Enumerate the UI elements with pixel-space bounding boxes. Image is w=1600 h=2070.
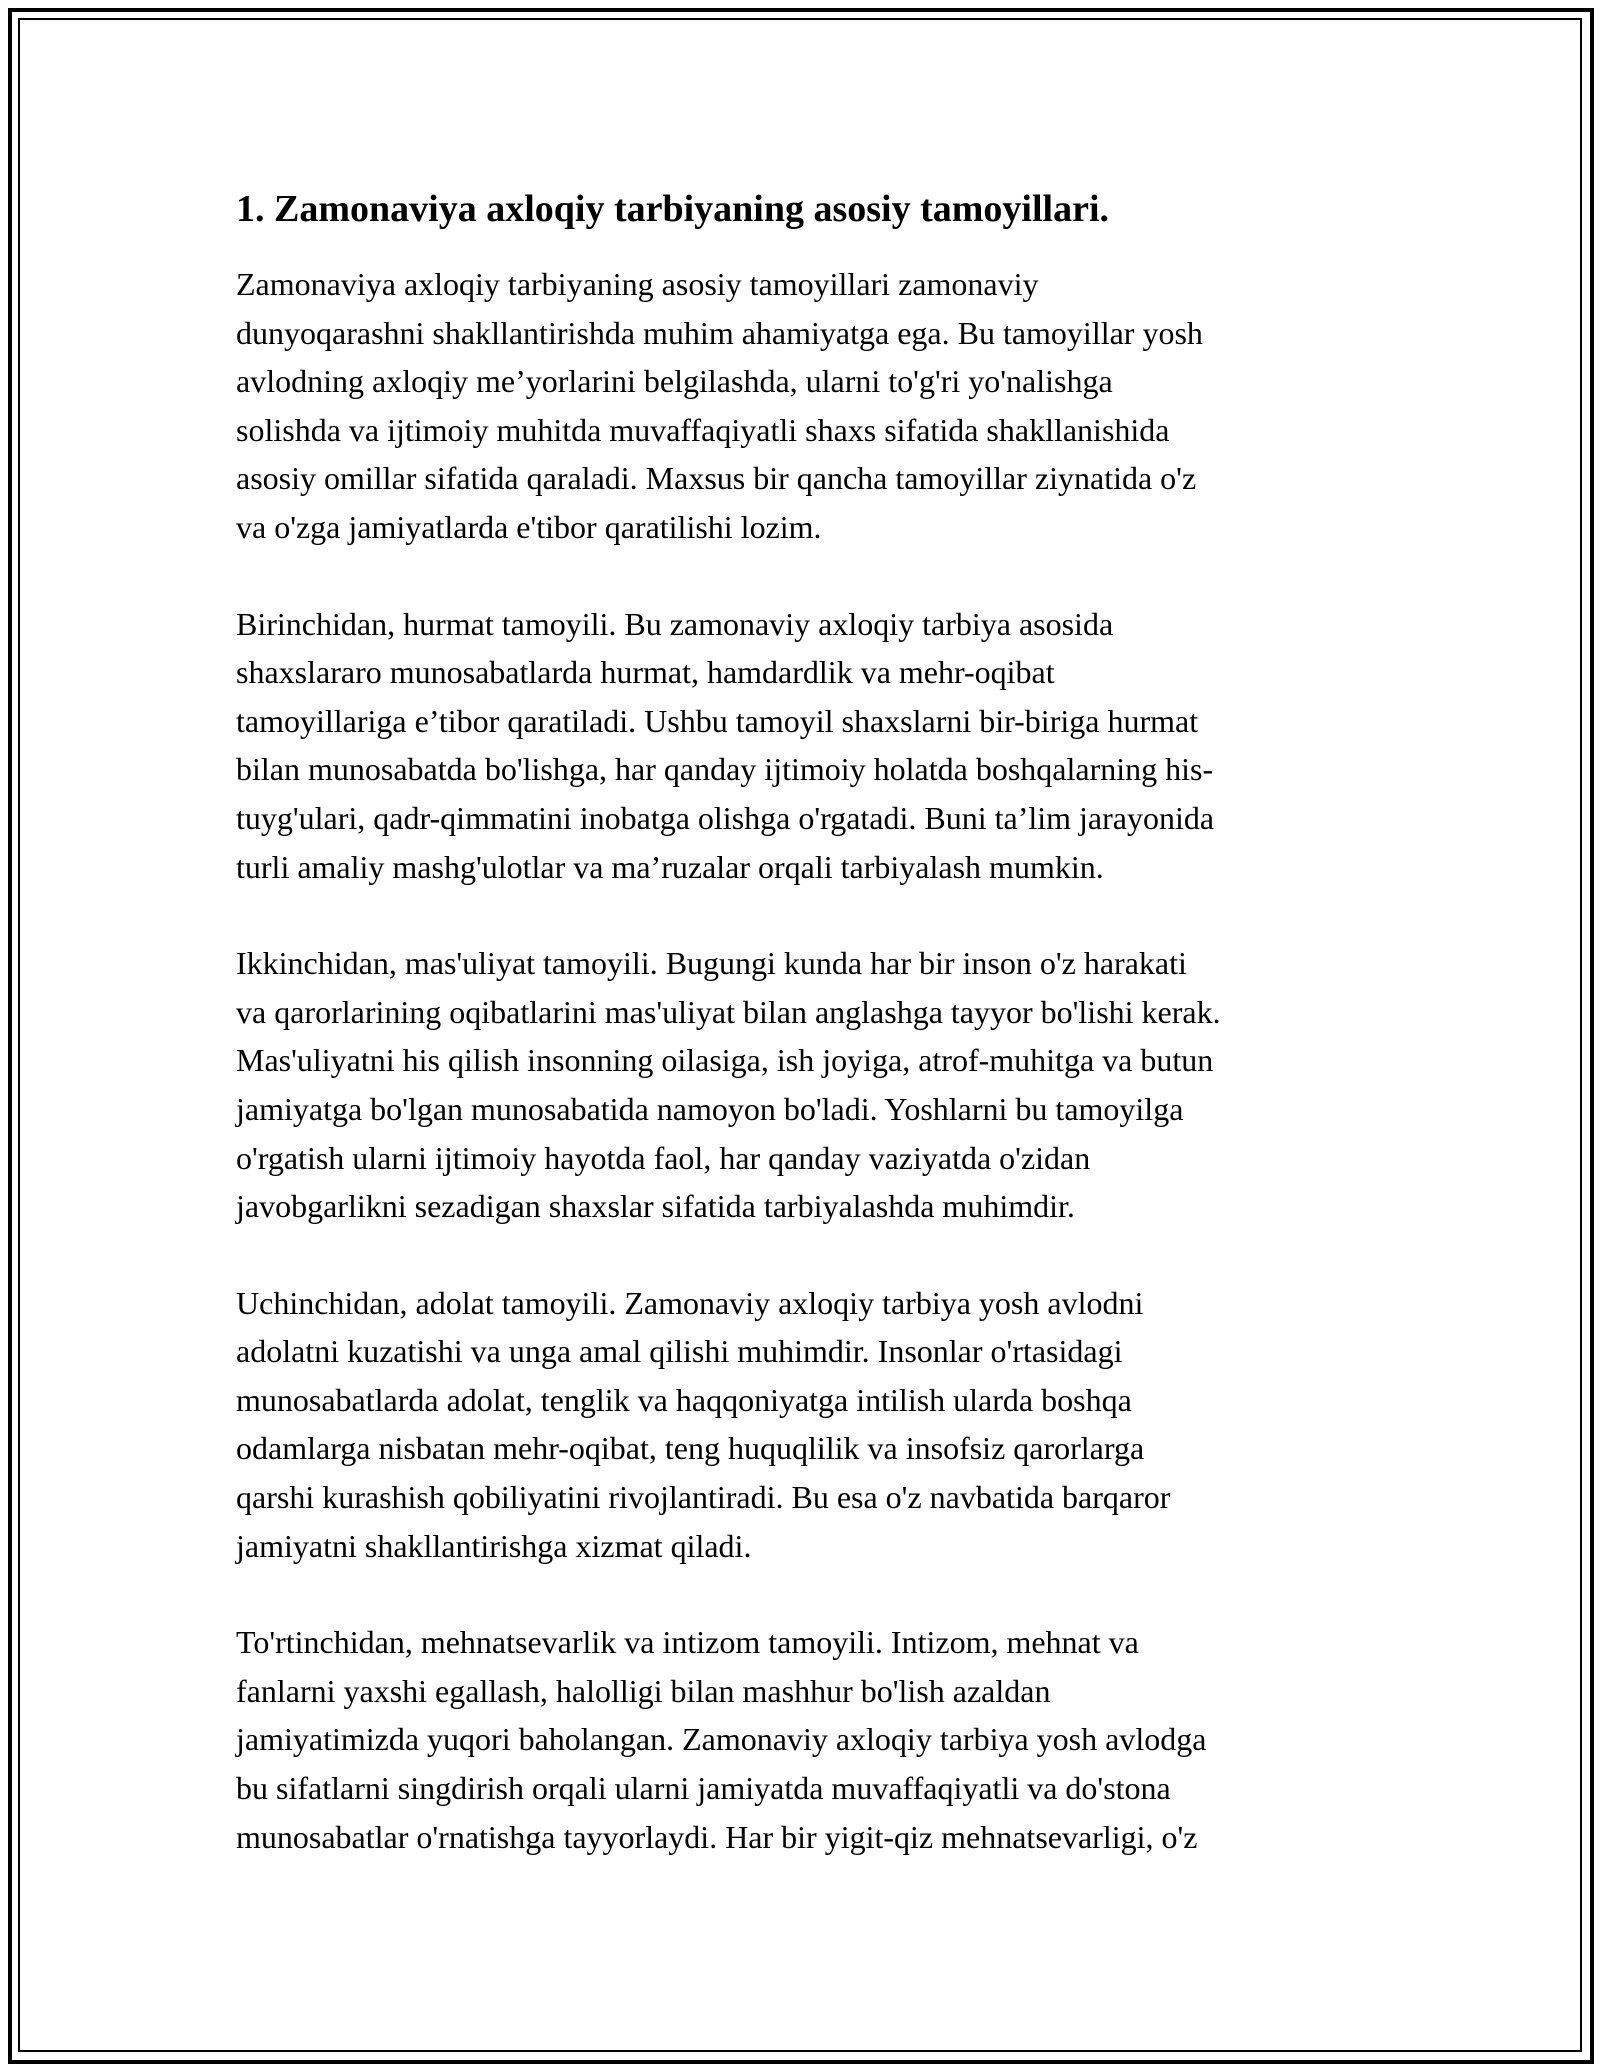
text-line: va qarorlarining oqibatlarini mas'uliyat bilan anglashga tayyor bo'lishi kerak. [236,993,1221,1030]
text-line: Zamonaviya axloqiy tarbiyaning asosiy tamoyillari zamonaviy [236,266,1039,302]
text-line: munosabatlar o'rnatishga tayyorlaydi. Har bir yigit-qiz mehnatsevarligi, o'z [236,1818,1198,1855]
text-line: solishda va ijtimoiy muhitda muvaffaqiyatli shaxs sifatida shakllanishida [236,411,1170,448]
text-line: qarshi kurashish qobiliyatini rivojlantiradi. Bu esa o'z navbatida barqaror [236,1479,1171,1516]
text-line: adolatni kuzatishi va unga amal qilishi muhimdir. Insonlar o'rtasidagi [236,1333,1123,1370]
text-line: jamiyatimizda yuqori baholangan. Zamonaviy axloqiy tarbiya yosh avlodga [236,1721,1207,1758]
text-line: bilan munosabatda bo'lishga, har qanday ijtimoiy holatda boshqalarning his- [236,751,1214,788]
text-line: bu sifatlarni singdirish orqali ularni jamiyatda muvaffaqiyatli va do'stona [236,1770,1171,1807]
text-line: munosabatlarda adolat, tenglik va haqqoniyatga intilish ularda boshqa [236,1381,1132,1418]
paragraph-responsibility [236,939,1406,1231]
text-line: To'rtinchidan, mehnatsevarlik va intizom tamoyili. Intizom, mehnat va [236,1624,1139,1661]
text-line: Birinchidan, hurmat tamoyili. Bu zamonaviy axloqiy tarbiya asosida [236,605,1114,642]
paragraph-justice [236,1279,1406,1571]
paragraph-respect [236,600,1406,892]
text-line: Uchinchidan, adolat tamoyili. Zamonaviy axloqiy tarbiya yosh avlodni [236,1284,1144,1321]
text-line: shaxslararo munosabatlarda hurmat, hamdardlik va mehr-oqibat [236,654,1055,691]
text-line: o'rgatish ularni ijtimoiy hayotda faol, har qanday vaziyatda o'zidan [236,1139,1091,1176]
text-line: odamlarga nisbatan mehr-oqibat, teng huquqlilik va insofsiz qarorlarga [236,1430,1145,1467]
text-line: javobgarlikni sezadigan shaxslar sifatida tarbiyalashda muhimdir. [236,1188,1075,1225]
paragraph-intro [236,260,1406,552]
text-line: asosiy omillar sifatida qaraladi. Maxsus bir qancha tamoyillar ziynatida o'z [236,460,1197,497]
text-line: Mas'uliyatni his qilish insonning oilasiga, ish joyiga, atrof-muhitga va butun [236,1042,1214,1079]
text-line: va o'zga jamiyatlarda e'tibor qaratilishi lozim. [236,508,822,545]
text-line: avlodning axloqiy me’yorlarini belgilashda, ularni to'g'ri yo'nalishga [236,363,1113,400]
text-line: Ikkinchidan, mas'uliyat tamoyili. Bugungi kunda har bir inson o'z harakati [236,945,1187,982]
text-line: turli amaliy mashg'ulotlar va ma’ruzalar orqali tarbiyalash mumkin. [236,848,1104,885]
text-line: dunyoqarashni shakllantirishda muhim ahamiyatga ega. Bu tamoyillar yosh [236,314,1203,351]
text-line: jamiyatni shakllantirishga xizmat qiladi. [236,1527,752,1564]
text-line: tamoyillariga e’tibor qaratiladi. Ushbu tamoyil shaxslarni bir-biriga hurmat [236,702,1199,739]
text-line: fanlarni yaxshi egallash, halolligi bilan mashhur bo'lish azaldan [236,1672,1051,1709]
section-heading: 1. Zamonaviya axloqiy tarbiyaning asosiy tamoyillari. [236,188,1110,230]
paragraph-diligence [236,1618,1406,1861]
text-line: tuyg'ulari, qadr-qimmatini inobatga olishga o'rgatadi. Buni ta’lim jarayonida [236,799,1215,836]
document-body [236,186,1406,1909]
text-line: jamiyatga bo'lgan munosabatida namoyon bo'ladi. Yoshlarni bu tamoyilga [236,1090,1184,1127]
